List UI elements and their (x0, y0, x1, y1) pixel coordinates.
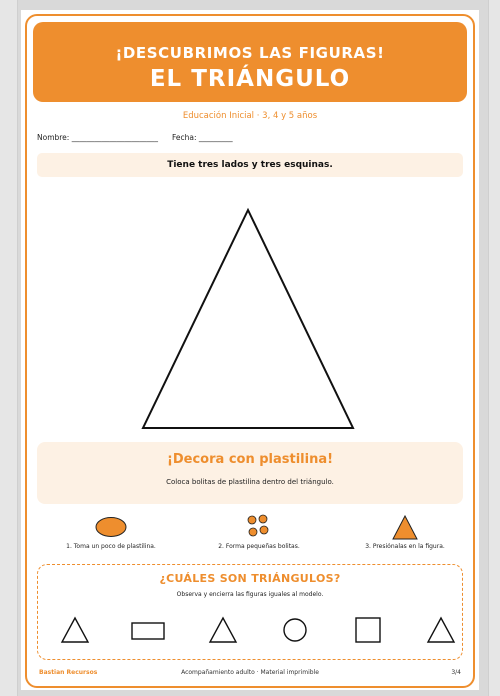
model-triangle-icon (131, 202, 363, 438)
step-2 (189, 514, 329, 550)
decorate-title: ¡Decora con plastilina! (166, 452, 334, 467)
student-fields (37, 133, 233, 142)
quiz-triangle-3[interactable] (424, 615, 458, 645)
age-subtitle: Educación Inicial · 3, 4 y 5 años (182, 111, 318, 121)
step-1 (41, 514, 181, 550)
quiz-instructions: Observa y encierra las figuras iguales al modelo. (176, 591, 324, 598)
step-3 (335, 514, 475, 550)
header-banner (33, 22, 467, 102)
small-balls-icon (239, 514, 279, 540)
quiz-square[interactable] (351, 615, 385, 645)
viewer-scrollbar[interactable] (488, 0, 500, 696)
plasticine-lump-icon (91, 514, 131, 540)
name-field: Nombre: _______________________ (37, 133, 158, 142)
step-3-caption: 3. Presiónalas en la figura. (365, 543, 445, 550)
footer-note: Acompañamiento adulto · Material imprimible (181, 669, 319, 676)
quiz-circle[interactable] (278, 615, 312, 645)
step-2-caption: 2. Forma pequeñas bolitas. (218, 543, 300, 550)
quiz-triangle-2[interactable] (206, 615, 240, 645)
step-1-caption: 1. Toma un poco de plastilina. (66, 543, 156, 550)
decorate-box (37, 442, 463, 504)
quiz-title: ¿CUÁLES SON TRIÁNGULOS? (159, 572, 341, 585)
viewer-left-margin (0, 0, 18, 696)
footer-brand: Bastian Recursos (39, 669, 98, 676)
definition-banner: Tiene tres lados y tres esquinas. (37, 153, 463, 177)
quiz-triangle-1[interactable] (58, 615, 92, 645)
quiz-box (37, 564, 463, 660)
page-title: EL TRIÁNGULO (149, 66, 351, 92)
date-field: Fecha: _________ (171, 133, 233, 142)
header-kicker: ¡DESCUBRIMOS LAS FIGURAS! (115, 44, 385, 62)
quiz-rectangle[interactable] (128, 615, 168, 645)
decorate-text: Coloca bolitas de plastilina dentro del triángulo. (166, 478, 334, 486)
worksheet-page (21, 10, 479, 690)
filled-triangle-icon (385, 514, 425, 540)
page-number: 3/4 (451, 669, 461, 676)
